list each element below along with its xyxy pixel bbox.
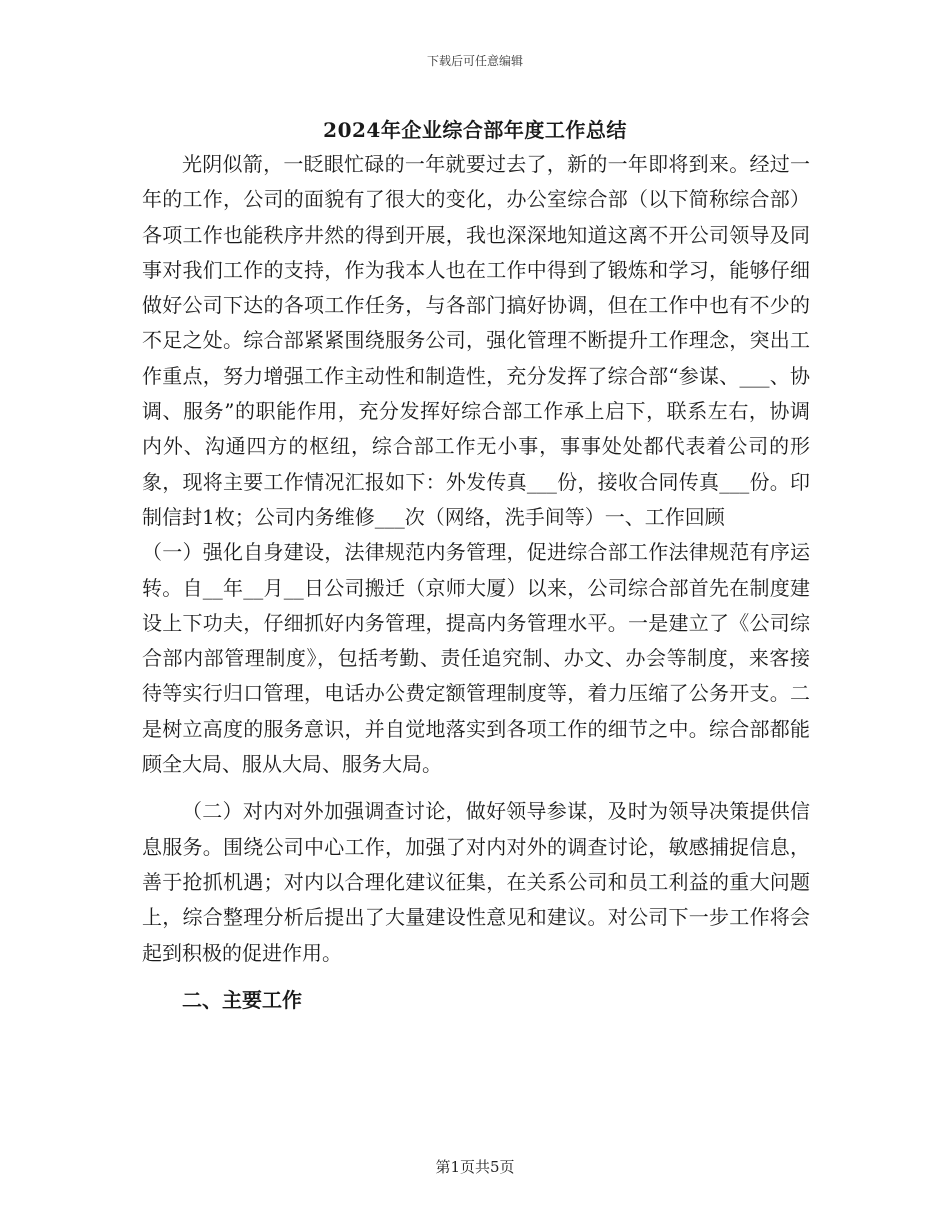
paragraph-self-building: （一）强化自身建设，法律规范内务管理，促进综合部工作法律规范有序运转。自__年__月__日公司搬迁（京师大厦）以来，公司综合部首先在制度建设上下功夫，仔细抓好内务管理，提高内务管理水平。一是建立了《公司综合部内部管理制度》，包括考勤、责任追究制、办文、办会等制度，来客接待等实行归口管理，电话办公费定额管理制度等，着力压缩了公务开支。二是树立高度的服务意识，并自觉地落实到各项工作的细节之中。综合部都能顾全大局、服从大局、服务大局。 (142, 540, 810, 777)
paragraph-research: （二）对内对外加强调查讨论，做好领导参谋，及时为领导决策提供信息服务。围绕公司中心工作，加强了对内对外的调查讨论，敏感捕捉信息，善于抢抓机遇；对内以合理化建议征集，在关系公司和员工利益的重大问题上，综合整理分析后提出了大量建设性意见和建议。对公司下一步工作将会起到积极的促进作用。 (142, 799, 810, 965)
section-heading-main-work: 二、主要工作 (182, 987, 302, 1012)
page-number-footer: 第1页共5页 (435, 1158, 515, 1176)
document-body (142, 147, 810, 1018)
document-title: 2024年企业综合部年度工作总结 (323, 118, 627, 142)
header-note: 下载后可任意编辑 (426, 54, 523, 68)
paragraph-intro: 光阴似箭，一眨眼忙碌的一年就要过去了，新的一年即将到来。经过一年的工作，公司的面貌有了很大的变化，办公室综合部（以下简称综合部）各项工作也能秩序井然的得到开展，我也深深地知道这离不开公司领导及同事对我们工作的支持，作为我本人也在工作中得到了锻炼和学习，能够仔细做好公司下达的各项工作任务，与各部门搞好协调，但在工作中也有不少的不足之处。综合部紧紧围绕服务公司，强化管理不断提升工作理念，突出工作重点，努力增强工作主动性和制造性，充分发挥了综合部“参谋、___、协调、服务”的职能作用，充分发挥好综合部工作承上启下，联系左右，协调内外、沟通四方的枢纽，综合部工作无小事，事事处处都代表着公司的形象，现将主要工作情况汇报如下：外发传真___份，接收合同传真___份。印制信封1枚；公司内务维修___次（网络，洗手间等）一、工作回顾 (142, 152, 810, 529)
